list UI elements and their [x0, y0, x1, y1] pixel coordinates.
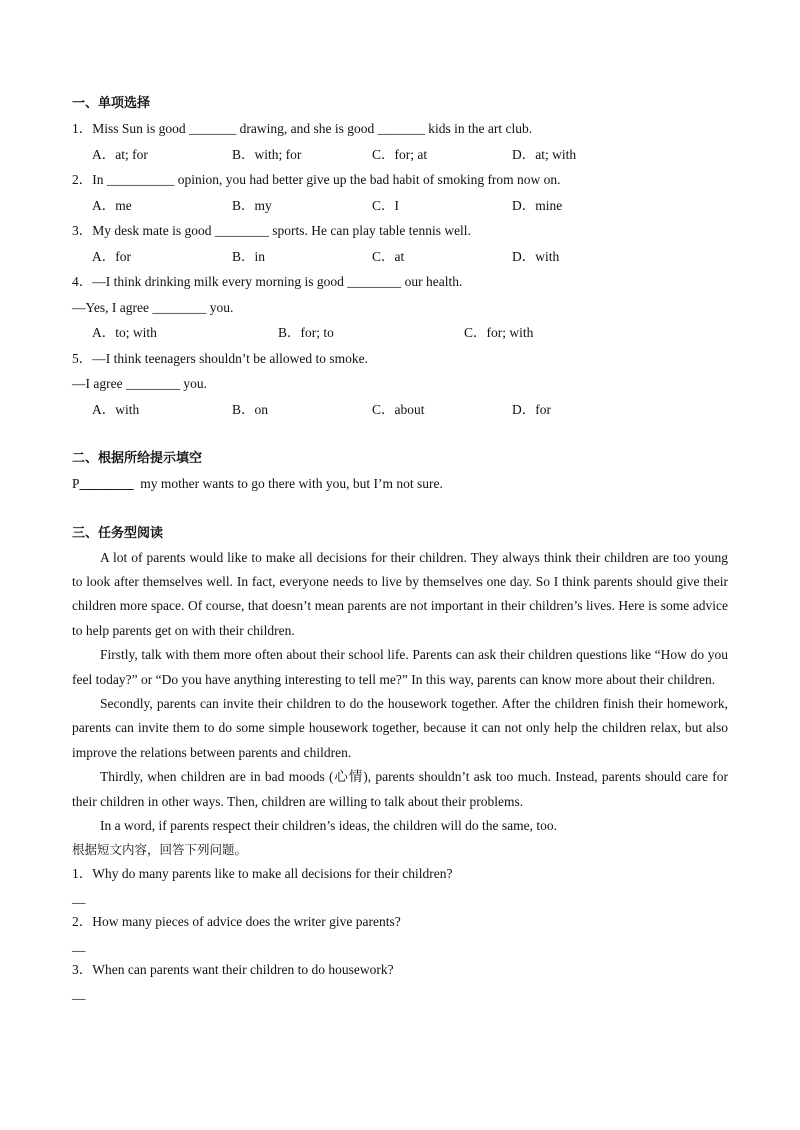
- question-5-reply: —I agree ________ you.: [72, 376, 207, 391]
- option-c: C．about: [372, 401, 425, 417]
- worksheet: [72, 92, 728, 1006]
- reading-question-1: 1．Why do many parents like to make all decisions for their children?: [72, 866, 453, 882]
- option-a: A．to; with: [92, 325, 157, 340]
- option-c: C．I: [372, 197, 399, 213]
- option-c: C．for; at: [372, 146, 428, 162]
- option-b: B．with; for: [232, 146, 302, 162]
- option-d: D．mine: [512, 197, 563, 213]
- hint-letter: P: [72, 476, 80, 491]
- option-c: C．for; with: [464, 325, 534, 340]
- spacer: [72, 422, 728, 447]
- section-title-multiple-choice: 一、单项选择: [72, 96, 151, 111]
- question-1: 1．Miss Sun is good _______ drawing, and she is good _______ kids in the art club.: [72, 121, 533, 136]
- fill-in-sentence: [72, 471, 728, 497]
- option-d: D．at; with: [512, 146, 577, 162]
- option-a: A．with: [92, 401, 140, 417]
- option-d: D．for: [512, 401, 551, 417]
- answer-line-2: __: [72, 938, 86, 954]
- question-3-options: [72, 244, 728, 270]
- question-2-options: [72, 193, 728, 219]
- question-1-options: [72, 142, 728, 168]
- passage-paragraph-2: Firstly, talk with them more often about their school life. Parents can ask their children questions like “How do you feel today?” or “Do you have anything interesting to tell me?” In this way, parents can know more about their children.: [72, 647, 728, 687]
- question-4-reply: —Yes, I agree ________ you.: [72, 299, 234, 315]
- spacer: [72, 497, 728, 522]
- reading-question-3: 3．When can parents want their children to do housework?: [72, 962, 394, 978]
- option-a: A．at; for: [92, 146, 148, 162]
- option-d: D．with: [512, 248, 560, 264]
- reading-question-2: 2．How many pieces of advice does the writer give parents?: [72, 914, 401, 930]
- section-title-reading: 三、任务型阅读: [72, 525, 164, 541]
- option-a: A．me: [92, 197, 132, 213]
- question-2: 2．In __________ opinion, you had better give up the bad habit of smoking from now on.: [72, 172, 561, 187]
- question-3: 3．My desk mate is good ________ sports. He can play table tennis well.: [72, 223, 471, 238]
- question-4-options: [72, 320, 728, 346]
- reading-instruction: 根据短文内容，回答下列问题。: [72, 842, 248, 858]
- passage-paragraph-3: Secondly, parents can invite their children to do the housework together. After the children finish their homework, parents can invite them to do some simple housework together, because it can not only help the children relax, but also improve the relations between parents and children.: [72, 695, 728, 760]
- question-5-options: [72, 397, 728, 423]
- answer-line-1: __: [72, 890, 86, 906]
- question-5: 5．—I think teenagers shouldn’t be allowed to smoke.: [72, 350, 368, 366]
- option-a: A．for: [92, 248, 131, 264]
- option-b: B．my: [232, 197, 272, 213]
- option-b: B．in: [232, 248, 266, 264]
- passage-paragraph-4: Thirdly, when children are in bad moods (心情), parents shouldn’t ask too much. Instead, parents should care for their children in other ways. Then, children are willing to talk about their problems.: [72, 769, 728, 809]
- answer-blank: ________: [79, 476, 134, 491]
- option-b: B．for; to: [278, 325, 334, 340]
- option-b: B．on: [232, 401, 269, 417]
- passage-paragraph-1: A lot of parents would like to make all decisions for their children. They always think their children are too young to look after themselves well. In fact, everyone needs to live by themselves one day. So I think parents should give their children more space. Of course, that doesn’t mean parents are not important in their children’s lives. Here is some advice to help parents get on with their children.: [72, 549, 728, 638]
- passage-paragraph-5: In a word, if parents respect their children’s ideas, the children will do the same, too.: [100, 817, 557, 833]
- section-title-fill-in: 二、根据所给提示填空: [72, 451, 203, 466]
- option-c: C．at: [372, 248, 405, 264]
- answer-line-3: __: [72, 986, 86, 1002]
- question-4: 4．—I think drinking milk every morning is good ________ our health.: [72, 274, 463, 289]
- sentence-rest: my mother wants to go there with you, but I’m not sure.: [133, 476, 443, 491]
